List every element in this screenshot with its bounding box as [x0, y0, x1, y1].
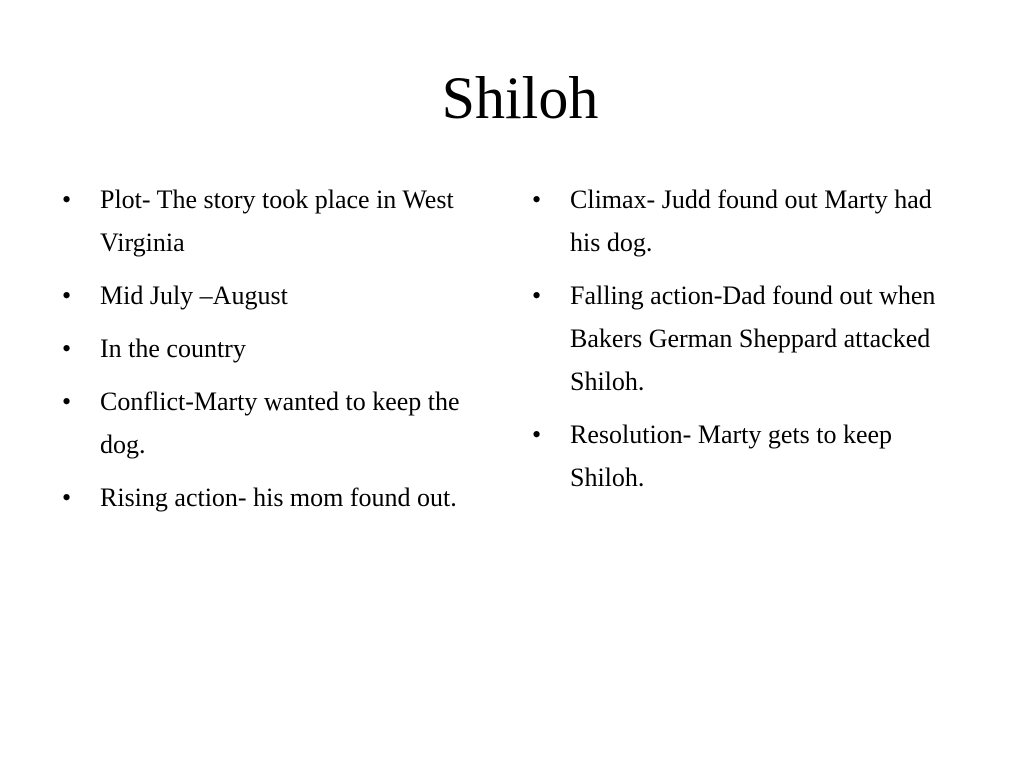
bullet-icon: • [62, 334, 72, 363]
bullet-item [62, 476, 482, 519]
bullet-icon: • [62, 483, 72, 512]
bullet-icon: • [532, 420, 542, 449]
bullet-text: Climax- Judd found out Marty had his dog. [570, 185, 932, 257]
bullet-text: Conflict-Marty wanted to keep the dog. [100, 387, 460, 459]
left-bullet-list [62, 178, 482, 529]
bullet-icon: • [62, 185, 72, 214]
bullet-item [62, 274, 482, 317]
bullet-text: In the country [100, 334, 246, 363]
bullet-item [532, 413, 962, 499]
bullet-text: Mid July –August [100, 281, 288, 310]
bullet-text: Plot- The story took place in West Virginia [100, 185, 454, 257]
bullet-icon: • [532, 185, 542, 214]
slide-title: Shiloh [441, 65, 599, 131]
bullet-item [532, 178, 962, 264]
right-bullet-list [532, 178, 962, 509]
bullet-text: Resolution- Marty gets to keep Shiloh. [570, 420, 893, 492]
bullet-text: Rising action- his mom found out. [100, 483, 457, 512]
bullet-item [62, 327, 482, 370]
bullet-icon: • [62, 387, 72, 416]
bullet-icon: • [532, 281, 542, 310]
bullet-text: Falling action-Dad found out when Bakers German Sheppard attacked Shiloh. [570, 281, 936, 396]
bullet-icon: • [62, 281, 72, 310]
bullet-item [532, 274, 962, 403]
bullet-item [62, 178, 482, 264]
bullet-item [62, 380, 482, 466]
